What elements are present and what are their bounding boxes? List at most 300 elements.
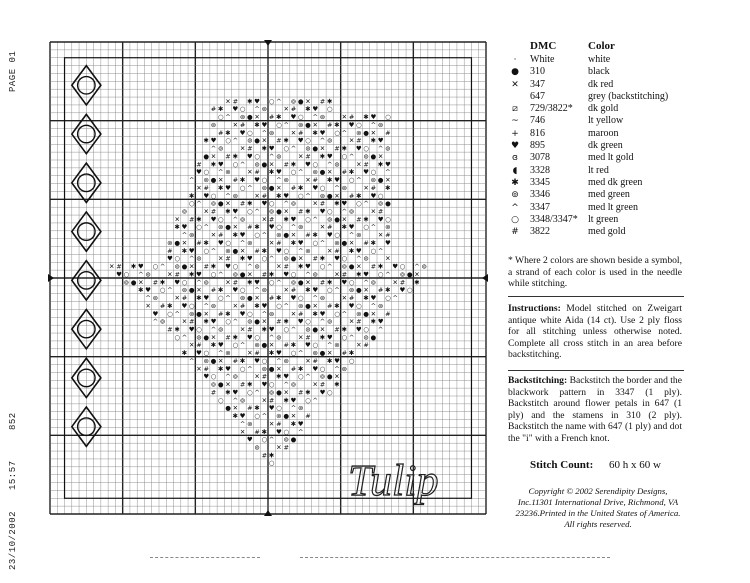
- stitch-symbol: ✕: [283, 286, 289, 295]
- stitch-symbol: ⊚: [334, 238, 340, 247]
- stitch-symbol: ✕: [261, 396, 268, 405]
- legend-color-name: med dk green: [588, 176, 643, 188]
- stitch-symbol: ♥: [290, 113, 297, 122]
- stitch-symbol: ○: [312, 238, 319, 247]
- stitch-symbol: #: [312, 356, 318, 365]
- stitch-symbol: #: [159, 301, 166, 310]
- stitch-symbol: ⊚: [356, 128, 362, 137]
- stitch-symbol: #: [283, 341, 289, 350]
- stitch-symbol: #: [283, 160, 289, 169]
- stitch-symbol: ○: [355, 301, 362, 310]
- stitch-symbol: ^: [319, 136, 326, 145]
- stitch-symbol: ^: [276, 176, 282, 185]
- stitch-symbol: ^: [247, 183, 253, 192]
- stitch-symbol: ♥: [312, 105, 319, 114]
- stitch-symbol: ○: [276, 301, 282, 310]
- stitch-symbol: ✕: [312, 120, 318, 129]
- stitch-symbol: ●: [355, 286, 362, 295]
- stitch-symbol: ⊚: [377, 301, 384, 310]
- stitch-symbol: #: [152, 278, 159, 287]
- stitch-symbol: ○: [290, 270, 297, 279]
- stitch-symbol: #: [276, 419, 282, 428]
- stitch-symbol: ⊚: [254, 160, 260, 169]
- stitch-symbol: ^: [203, 301, 209, 310]
- stitch-symbol: ✱: [254, 223, 260, 232]
- stitch-symbol: ✱: [297, 262, 304, 271]
- stitch-symbol: ⊚: [232, 191, 239, 200]
- stitch-symbol: ✕: [334, 372, 340, 381]
- stitch-symbol: ⊚: [203, 278, 209, 287]
- stitch-symbol: #: [239, 380, 246, 389]
- stitch-symbol: ♥: [348, 120, 355, 129]
- stitch-symbol: ♥: [297, 238, 304, 247]
- stitch-symbol: ⊚: [247, 136, 253, 145]
- legend-dmc-number: 3346: [530, 189, 550, 201]
- stitch-symbol: ✕: [181, 238, 188, 247]
- legend-color-name: white: [588, 54, 611, 65]
- stitch-symbol: #: [363, 160, 369, 169]
- stitch-symbol: ♥: [341, 278, 348, 287]
- stitch-symbol: ●: [290, 254, 297, 263]
- stitch-symbol: ✕: [305, 278, 311, 287]
- stitch-symbol: ⊚: [218, 223, 224, 232]
- stitch-symbol: ✕: [268, 160, 275, 169]
- legend-row: [508, 189, 738, 201]
- stitch-symbol: ♥: [341, 199, 348, 208]
- stitch-symbol: ✕: [188, 262, 195, 271]
- stitch-symbol: #: [297, 207, 304, 216]
- stitch-symbol: ✱: [327, 97, 333, 106]
- stitch-symbol: ✱: [218, 183, 224, 192]
- stitch-symbol: ♥: [239, 412, 246, 421]
- stitch-symbol: ●: [297, 97, 304, 106]
- stitch-symbol: ✕: [232, 301, 239, 310]
- stitch-symbol: ♥: [283, 191, 290, 200]
- stitch-symbol: ○: [276, 120, 282, 129]
- stitch-symbol: ✕: [327, 168, 333, 177]
- instructions-label: Instructions:: [508, 303, 561, 314]
- stitch-symbol: #: [203, 262, 209, 271]
- stitch-symbol: #: [167, 325, 173, 334]
- stitch-symbol: ⊚: [356, 309, 362, 318]
- stitch-symbol: ^: [174, 309, 180, 318]
- stitch-symbol: ○: [196, 325, 202, 334]
- stitch-symbol: ⊚: [188, 231, 195, 240]
- legend-symbol-icon: ●: [511, 67, 519, 78]
- stitch-symbol: ⊚: [370, 176, 377, 185]
- legend-symbol-icon: ○: [511, 214, 519, 225]
- stitch-symbol: ^: [283, 120, 289, 129]
- stitch-symbol: ✱: [181, 246, 188, 255]
- stitch-symbol: ✕: [334, 191, 340, 200]
- stitch-symbol: ✕: [276, 443, 282, 452]
- stitch-symbol: ✱: [232, 333, 239, 342]
- legend-color-name: lt yellow: [588, 115, 624, 127]
- stitch-symbol: ✕: [312, 380, 318, 389]
- stitch-symbol: ●: [217, 380, 224, 389]
- stitch-symbol: ✕: [225, 199, 231, 208]
- stitch-symbol: ♥: [355, 144, 362, 153]
- stitch-symbol: ♥: [261, 199, 268, 208]
- stitch-symbol: #: [196, 238, 202, 247]
- legend-symbol-icon: ⊚: [511, 190, 519, 201]
- stitch-symbol: ^: [232, 215, 239, 224]
- stitch-symbol: ⊚: [152, 294, 159, 303]
- stitch-symbol: ♥: [290, 294, 297, 303]
- stitch-symbol: ⊚: [247, 419, 253, 428]
- stitch-symbol: #: [218, 128, 224, 137]
- legend-symbol-icon: ⧄: [512, 104, 518, 115]
- stitch-symbol: ^: [225, 113, 231, 122]
- stitch-symbol: ⊚: [290, 199, 297, 208]
- stitch-symbol: ✕: [261, 136, 268, 145]
- stitch-symbol: ^: [327, 341, 333, 350]
- stitch-symbol: ✕: [290, 412, 297, 421]
- stitch-symbol: ⊚: [283, 356, 289, 365]
- stitch-symbol: ✕: [377, 231, 384, 240]
- stitch-symbol: ✱: [363, 215, 369, 224]
- stitch-symbol: ✱: [130, 262, 137, 271]
- stitch-symbol: #: [225, 333, 231, 342]
- stitch-symbol: ✕: [203, 207, 209, 216]
- stitch-symbol: ✱: [210, 341, 217, 350]
- stitch-symbol: ○: [348, 278, 355, 287]
- stitch-symbol: ⊚: [399, 270, 406, 279]
- stitch-symbol: ⊚: [218, 144, 224, 153]
- stitch-symbol: ♥: [363, 270, 370, 279]
- stitch-symbol: ♥: [210, 215, 217, 224]
- stitch-symbol: ○: [239, 364, 246, 373]
- stitch-symbol: ●: [283, 231, 290, 240]
- fax-number: 852: [8, 412, 18, 430]
- copyright-line: All rights reserved.: [564, 519, 632, 529]
- stitch-symbol: ⊚: [210, 120, 217, 129]
- stitch-symbol: ○: [276, 404, 282, 413]
- stitch-symbol: ○: [239, 286, 246, 295]
- stitch-symbol: #: [247, 144, 253, 153]
- stitch-symbol: ^: [305, 372, 311, 381]
- copyright-line: Copyright © 2002 Serendipity Designs,: [528, 486, 668, 496]
- stitch-symbol: ♥: [384, 238, 391, 247]
- copyright-block: [508, 486, 688, 530]
- stitch-symbol: ♥: [232, 105, 239, 114]
- legend-color-name: med lt green: [588, 201, 638, 213]
- stitch-symbol: ⊚: [421, 262, 427, 271]
- stitch-symbol: ^: [348, 152, 355, 161]
- stitch-symbol: ●: [181, 262, 188, 271]
- legend-dmc-number: 895: [530, 140, 545, 152]
- stitch-symbol: ✕: [268, 419, 275, 428]
- stitch-symbol: ♥: [196, 349, 202, 358]
- stitch-symbol: ^: [283, 301, 289, 310]
- stitch-symbol: ✱: [283, 215, 289, 224]
- stitch-symbol: ✕: [174, 294, 180, 303]
- stitch-symbol: ^: [210, 325, 217, 334]
- stitch-symbol: #: [268, 294, 275, 303]
- stitch-symbol: ✕: [276, 262, 282, 271]
- stitch-symbol: ●: [246, 113, 253, 122]
- stitch-symbol: #: [370, 183, 377, 192]
- stitch-symbol: ✱: [319, 254, 326, 263]
- stitch-symbol: ○: [326, 286, 333, 295]
- stitch-symbol: ⊚: [334, 160, 340, 169]
- stitch-symbol: ✕: [232, 404, 239, 413]
- stitch-symbol: ●: [261, 341, 268, 350]
- stitch-symbol: ^: [239, 341, 246, 350]
- stitch-symbol: ○: [268, 459, 275, 468]
- stitch-symbol: ✱: [218, 286, 224, 295]
- stitch-symbol: ^: [334, 183, 340, 192]
- stitch-symbol: ●: [225, 223, 231, 232]
- stitch-symbol: ⊚: [174, 262, 180, 271]
- stitch-symbol: ♥: [246, 254, 253, 263]
- stitch-symbol: ⊚: [319, 113, 326, 122]
- legend-row: [508, 115, 738, 127]
- stitch-symbol: ^: [196, 278, 202, 287]
- backstitching-text: Backstitch the border and the blackwork pattern in 3347 (1 ply). Backstitch around flower petals in 647 (1 ply) and the stamens in 310 (2 ply). Backstitch the name with 647 (1 ply) and dot the "i" with a French knot.: [508, 375, 682, 444]
- stitch-symbol: ⊚: [348, 286, 355, 295]
- stitch-symbol: ♥: [363, 168, 370, 177]
- stitch-symbol: ♥: [254, 278, 261, 287]
- stitch-symbol: #: [334, 325, 340, 334]
- stitch-symbol: #: [348, 113, 355, 122]
- stitch-symbol: ⊚: [232, 372, 239, 381]
- stitch-symbol: ♥: [246, 152, 253, 161]
- stitch-symbol: ^: [290, 223, 297, 232]
- stitch-symbol: ○: [246, 207, 253, 216]
- stitch-symbol: ✕: [290, 128, 297, 137]
- stitch-symbol: ♥: [377, 317, 384, 326]
- stitch-symbol: ⊚: [370, 278, 377, 287]
- stitch-symbol: ✱: [312, 128, 318, 137]
- stitch-symbol: ✱: [297, 364, 304, 373]
- stitch-symbol: ^: [327, 262, 333, 271]
- stitch-symbol: ⊚: [385, 223, 391, 232]
- stitch-symbol: ✱: [196, 215, 202, 224]
- stitch-symbol: #: [247, 223, 253, 232]
- stitch-symbol: ○: [254, 152, 260, 161]
- stitch-symbol: ^: [232, 136, 239, 145]
- stitch-symbol: ✕: [196, 286, 202, 295]
- stitch-symbol: ♥: [355, 325, 362, 334]
- stitch-symbol: ^: [188, 176, 195, 185]
- chart-grid: [48, 40, 488, 516]
- backstitching-label: Backstitching:: [508, 375, 568, 386]
- stitch-symbol: ✕: [268, 341, 275, 350]
- stitch-symbol: ✕: [290, 309, 297, 318]
- stitch-symbol: ^: [268, 254, 275, 263]
- legend-symbol-icon: ·: [513, 55, 517, 65]
- stitch-symbol: ♥: [254, 176, 261, 185]
- stitch-symbol: ✕: [392, 278, 398, 287]
- stitch-symbol: ♥: [188, 246, 195, 255]
- stitch-symbol: #: [399, 278, 406, 287]
- stitch-symbol: ⊚: [254, 262, 260, 271]
- stitch-symbol: #: [196, 341, 202, 350]
- stitch-symbol: ♥: [239, 128, 246, 137]
- stitch-symbol: ✱: [385, 183, 391, 192]
- stitch-symbol: ✱: [312, 231, 318, 240]
- stitch-symbol: ♥: [261, 380, 268, 389]
- stitch-symbol: ✱: [247, 278, 253, 287]
- stitch-symbol: ♥: [254, 97, 261, 106]
- stitch-symbol: ^: [341, 128, 348, 137]
- stitch-symbol: ⊚: [225, 168, 231, 177]
- stitch-symbol: ○: [341, 254, 348, 263]
- stitch-symbol: ○: [276, 223, 282, 232]
- stitch-symbol: ✱: [218, 105, 224, 114]
- stitch-symbol: ✱: [276, 191, 282, 200]
- stitch-symbol: ^: [268, 435, 275, 444]
- legend-dmc-number: 647: [530, 90, 545, 102]
- stitch-symbol: #: [188, 215, 195, 224]
- legend-color-name: med green: [588, 189, 630, 201]
- stitch-symbol: ^: [188, 356, 195, 365]
- stitch-symbol: ⊚: [305, 325, 311, 334]
- stitch-symbol: ^: [414, 262, 420, 271]
- stitch-symbol: ✱: [290, 341, 297, 350]
- legend-dmc-number: 3078: [530, 152, 550, 164]
- stitch-symbol: ✕: [341, 294, 348, 303]
- stitch-symbol: ^: [254, 207, 260, 216]
- stitch-symbol: ⊚: [145, 270, 151, 279]
- stitch-symbol: ^: [290, 144, 297, 153]
- stitch-symbol: ^: [363, 278, 369, 287]
- stitch-symbol: #: [348, 191, 355, 200]
- legend-dmc-number: 3348/3347*: [530, 213, 578, 225]
- stitch-symbol: ♥: [166, 254, 173, 263]
- stitch-symbol: ♥: [246, 435, 253, 444]
- stitch-symbol: ♥: [290, 215, 297, 224]
- stitch-symbol: ✱: [203, 136, 209, 145]
- stitch-symbol: ♥: [312, 364, 319, 373]
- stitch-symbol: ♥: [203, 191, 210, 200]
- stitch-symbol: ^: [283, 380, 289, 389]
- stitch-symbol: ○: [406, 286, 413, 295]
- stitch-symbol: #: [261, 270, 268, 279]
- stitch-symbol: ●: [261, 160, 268, 169]
- stitch-symbol: ^: [297, 246, 304, 255]
- stitch-symbol: ^: [152, 317, 159, 326]
- stitch-symbol: ^: [225, 191, 231, 200]
- stitch-symbol: ○: [319, 262, 326, 271]
- stitch-symbol: ^: [203, 223, 209, 232]
- center-marker-icon: [264, 40, 272, 46]
- stitch-symbol: ✱: [239, 176, 246, 185]
- stitch-symbol: ♥: [246, 333, 253, 342]
- stitch-symbol: ⊚: [261, 105, 268, 114]
- stitch-symbol: ♥: [174, 278, 181, 287]
- stitch-symbol: ✕: [305, 97, 311, 106]
- stitch-symbol: #: [341, 168, 348, 177]
- legend-row: [508, 140, 738, 152]
- stitch-symbol: ♥: [305, 160, 311, 169]
- stitch-symbol: ✱: [290, 160, 297, 169]
- stitch-symbol: ^: [196, 199, 202, 208]
- stitch-symbol: #: [247, 404, 253, 413]
- stitch-symbol: ○: [312, 160, 319, 169]
- stitch-symbol: ✕: [188, 341, 195, 350]
- stitch-symbol: ♥: [399, 286, 406, 295]
- stitch-symbol: ✕: [247, 270, 253, 279]
- legend-row: [508, 226, 738, 238]
- stitch-symbol: ○: [225, 317, 231, 326]
- stitch-symbol: ♥: [239, 309, 246, 318]
- stitch-symbol: #: [290, 364, 297, 373]
- stitch-symbol: #: [319, 380, 326, 389]
- stitch-symbol: ♥: [137, 262, 144, 271]
- stitch-symbol: ✱: [254, 404, 260, 413]
- stitch-symbol: #: [312, 176, 318, 185]
- legend-dmc-number: 3328: [530, 164, 550, 176]
- stitch-symbol: #: [283, 443, 289, 452]
- stitch-symbol: ^: [181, 231, 188, 240]
- stitch-symbol: ○: [326, 207, 333, 216]
- stitch-symbol: ○: [268, 380, 275, 389]
- stitch-symbol: ✕: [327, 246, 333, 255]
- stitch-symbol: ●: [174, 238, 181, 247]
- stitch-symbol: ✱: [319, 152, 326, 161]
- stitch-symbol: ○: [305, 396, 311, 405]
- stitch-symbol: #: [218, 309, 224, 318]
- stitch-symbol: ○: [246, 388, 253, 397]
- legend-row: [508, 91, 738, 103]
- stitch-symbol: #: [225, 254, 231, 263]
- stitch-symbol: ✱: [276, 294, 282, 303]
- stitch-symbol: ⊚: [159, 317, 166, 326]
- stitch-symbol: ●: [254, 136, 260, 145]
- stitch-symbol: ✕: [370, 128, 377, 137]
- stitch-symbol: ○: [217, 396, 224, 405]
- stitch-symbol: ○: [159, 286, 166, 295]
- stitch-symbol: ✱: [363, 113, 369, 122]
- legend-row: [508, 79, 738, 91]
- stitch-symbol: ♥: [319, 207, 326, 216]
- stitch-symbol: ✕: [254, 113, 260, 122]
- stitch-symbol: ♥: [210, 136, 217, 145]
- stitch-symbol: ^: [385, 270, 391, 279]
- stitch-symbol: ✱: [232, 412, 239, 421]
- stitch-symbol: ^: [247, 262, 253, 271]
- stitch-symbol: ○: [341, 152, 348, 161]
- stitch-symbol: ○: [326, 388, 333, 397]
- stitch-symbol: ♥: [305, 262, 311, 271]
- stitch-symbol: ^: [370, 301, 377, 310]
- stitch-symbol: ✕: [276, 364, 282, 373]
- stitch-symbol: #: [305, 231, 311, 240]
- stitch-symbol: ♥: [305, 341, 311, 350]
- stitch-symbol: ♥: [283, 270, 290, 279]
- design-name-script: Tulip: [348, 456, 439, 505]
- stitch-symbol: ✕: [290, 231, 297, 240]
- stitch-symbol: ✱: [225, 309, 231, 318]
- stitch-symbol: #: [385, 128, 391, 137]
- legend-color-name: lt green: [588, 213, 619, 225]
- stitch-symbol: ✕: [232, 120, 239, 129]
- stitch-symbol: ○: [348, 356, 355, 365]
- legend-symbol-icon: ◖: [512, 165, 518, 176]
- stitch-symbol: ○: [305, 317, 311, 326]
- stitch-symbol: ⊚: [254, 341, 260, 350]
- blend-note: * Where 2 colors are shown beside a symbol, a strand of each color is used in the needle while stitching.: [508, 255, 682, 290]
- stitch-symbol: ✱: [225, 388, 231, 397]
- legend-row: [508, 128, 738, 140]
- backstitching-paragraph: [508, 375, 682, 445]
- stitch-symbol: ✱: [218, 364, 224, 373]
- stitch-symbol: ⊚: [327, 136, 333, 145]
- stitch-symbol: ○: [261, 176, 268, 185]
- stitch-symbol: ○: [290, 349, 297, 358]
